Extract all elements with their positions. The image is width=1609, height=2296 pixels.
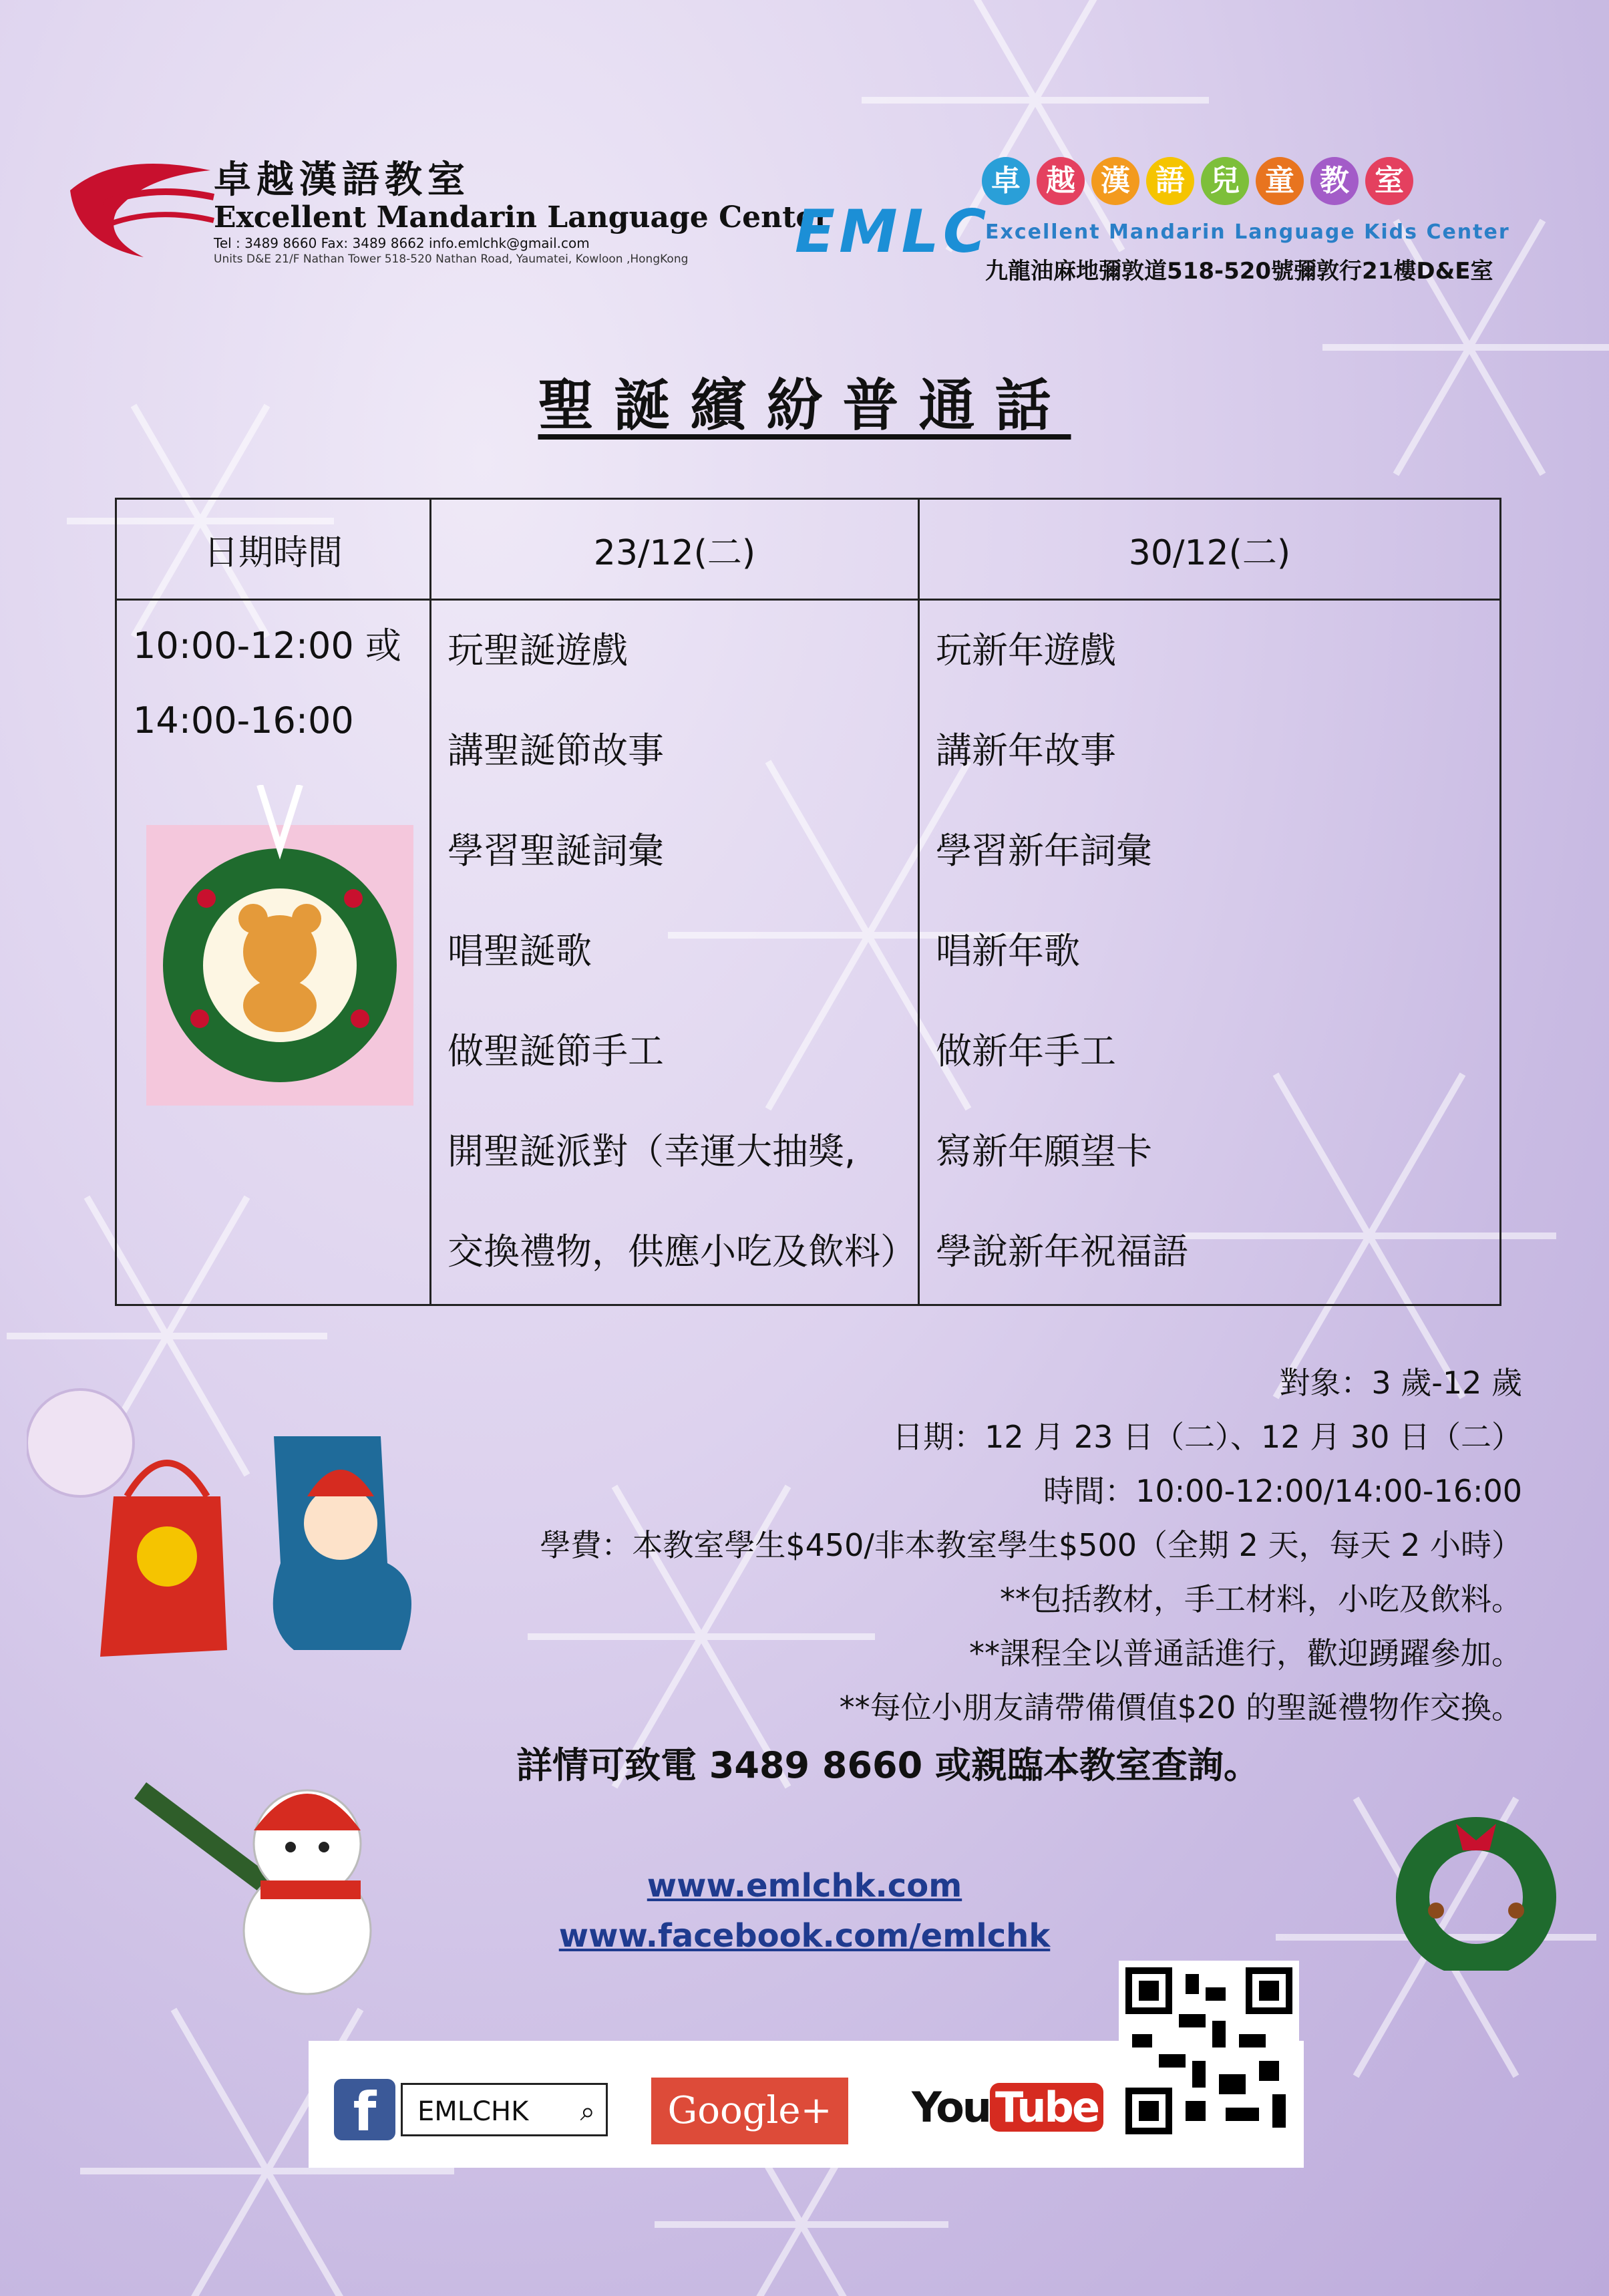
kids-center-name-en: Excellent Mandarin Language Kids Center — [985, 220, 1510, 244]
header-date-time: 日期時間 — [116, 499, 431, 600]
kids-center-name-cn — [982, 157, 1413, 205]
activity-item: 開聖誕派對（幸運大抽獎, — [448, 1130, 856, 1172]
kids-name-char: 漢 — [1091, 157, 1139, 205]
header-day-2: 30/12(二) — [919, 499, 1501, 600]
info-audience: 對象：3 歲-12 歲 — [1279, 1365, 1522, 1401]
info-fee: 學費：本教室學生$450/非本教室學生$500（全期 2 天，每天 2 小時） — [540, 1527, 1522, 1563]
activity-item: 學說新年祝福語 — [936, 1231, 1188, 1273]
kids-center-logo — [795, 197, 991, 277]
search-icon: ⌕ — [580, 2096, 595, 2127]
time-line: 10:00-12:00 或 — [133, 625, 401, 667]
activity-item: 講新年故事 — [936, 729, 1116, 772]
info-note: **包括教材，手工材料，小吃及飲料。 — [1000, 1581, 1522, 1617]
qr-code-icon — [1119, 1961, 1299, 2141]
kids-name-char: 童 — [1256, 157, 1304, 205]
kids-name-char: 兒 — [1201, 157, 1249, 205]
time-cell — [116, 600, 431, 1305]
activity-item: 做新年手工 — [936, 1030, 1116, 1072]
info-note: **課程全以普通話進行，歡迎踴躍參加。 — [969, 1635, 1522, 1671]
youtube-button[interactable] — [912, 2083, 1103, 2132]
christmas-stockings-icon — [27, 1369, 454, 1703]
facebook-search-box[interactable] — [401, 2083, 608, 2136]
facebook-link[interactable]: www.facebook.com/emlchk — [558, 1917, 1051, 1955]
info-dates: 日期：12 月 23 日（二）、12 月 30 日（二） — [892, 1419, 1522, 1455]
center-name-en: Excellent Mandarin Language Center — [214, 200, 830, 234]
kids-logo-text: EMLC — [795, 197, 991, 266]
day-2-activities — [919, 600, 1501, 1305]
header-day-1: 23/12(二) — [431, 499, 919, 600]
youtube-you-text: You — [912, 2083, 990, 2132]
website-link[interactable]: www.emlchk.com — [647, 1867, 962, 1905]
day-1-activities — [431, 600, 919, 1305]
info-note: **每位小朋友請帶備價值$20 的聖誕禮物作交換。 — [839, 1689, 1522, 1726]
activity-item: 講聖誕節故事 — [448, 729, 664, 772]
info-time: 時間：10:00-12:00/14:00-16:00 — [1043, 1473, 1522, 1509]
google-plus-button[interactable]: Google+ — [651, 2078, 848, 2144]
kids-name-char: 語 — [1146, 157, 1194, 205]
activity-item: 學習新年詞彙 — [936, 830, 1152, 872]
kids-name-char: 教 — [1310, 157, 1359, 205]
kids-name-char: 卓 — [982, 157, 1030, 205]
activity-item: 唱新年歌 — [936, 930, 1080, 972]
facebook-search-text: EMLCHK — [417, 2096, 529, 2127]
table-row — [116, 600, 1501, 1305]
table-header-row — [116, 499, 1501, 600]
center-contact-line: Tel : 3489 8660 Fax: 3489 8662 info.emlchk@gmail.com — [214, 235, 590, 251]
center-name-cn: 卓越漢語教室 — [214, 158, 470, 202]
page-title — [0, 361, 1609, 442]
activity-item: 唱聖誕歌 — [448, 930, 592, 972]
activity-item: 寫新年願望卡 — [936, 1130, 1152, 1172]
kids-center-address-cn: 九龍油麻地彌敦道518-520號彌敦行21樓D&E室 — [985, 258, 1493, 285]
kids-name-char: 越 — [1037, 157, 1085, 205]
center-address-en: Units D&E 21/F Nathan Tower 518-520 Nathan Road, Yaumatei, Kowloon ,HongKong — [214, 253, 689, 266]
event-info — [540, 1356, 1522, 1735]
activity-item: 做聖誕節手工 — [448, 1030, 664, 1072]
schedule-table — [115, 498, 1501, 1306]
activity-item: 交換禮物，供應小吃及飲料） — [448, 1231, 916, 1273]
activity-item: 玩聖誕遊戲 — [448, 629, 628, 671]
christmas-wreath-icon — [1389, 1810, 1563, 1971]
activity-item: 學習聖誕詞彙 — [448, 830, 664, 872]
center-logo — [63, 150, 217, 264]
kids-name-char: 室 — [1365, 157, 1413, 205]
bear-wreath-ornament-icon — [146, 785, 413, 1106]
page-title-text: 聖誕繽紛普通話 — [538, 373, 1071, 438]
youtube-tube-text: Tube — [990, 2083, 1103, 2132]
activity-item: 玩新年遊戲 — [936, 629, 1116, 671]
contact-line: 詳情可致電 3489 8660 或親臨本教室查詢。 — [516, 1744, 1260, 1786]
time-line: 14:00-16:00 — [133, 699, 354, 742]
facebook-icon[interactable]: f — [334, 2079, 395, 2140]
